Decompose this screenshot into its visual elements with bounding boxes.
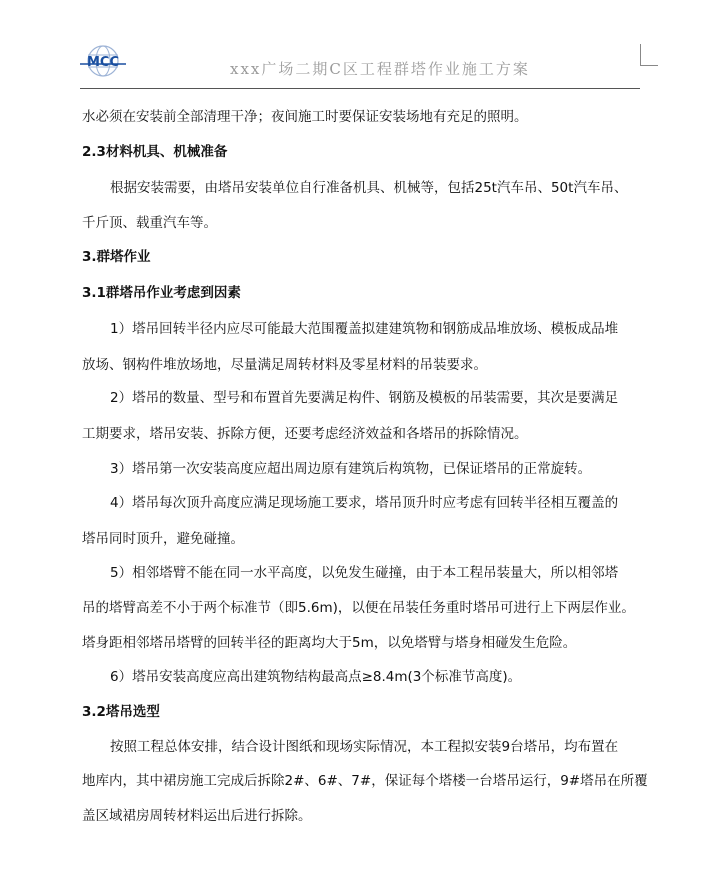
body-line: 千斤顶、载重汽车等。 [82, 215, 217, 231]
body-line: 根据安装需要，由塔吊安装单位自行准备机具、机械等，包括25t汽车吊、50t汽车吊、 [110, 180, 628, 196]
header-rule [80, 88, 640, 89]
body-line: 按照工程总体安排，结合设计图纸和现场实际情况，本工程拟安装9台塔吊，均布置在 [110, 739, 619, 755]
body-line: 工期要求，塔吊安装、拆除方便，还要考虑经济效益和各塔吊的拆除情况。 [82, 426, 528, 442]
body-line: 5）相邻塔臂不能在同一水平高度，以免发生碰撞，由于本工程吊装量大，所以相邻塔 [110, 565, 619, 581]
section-heading: 2.3材料机具、机械准备 [82, 144, 228, 160]
mcc-logo-icon [80, 44, 126, 78]
body-line: 3）塔吊第一次安装高度应超出周边原有建筑后构筑物，已保证塔吊的正常旋转。 [110, 461, 592, 477]
section-heading: 3.群塔作业 [82, 249, 151, 265]
body-line: 6）塔吊安装高度应高出建筑物结构最高点≥8.4m(3个标准节高度)。 [110, 669, 522, 685]
logo-text: MCC [86, 55, 120, 70]
body-line: 1）塔吊回转半径内应尽可能最大范围覆盖拟建建筑物和钢筋成品堆放场、模板成品堆 [110, 321, 619, 337]
corner-crop-mark [640, 44, 658, 66]
body-line: 2）塔吊的数量、型号和布置首先要满足构件、钢筋及模板的吊装需要，其次是要满足 [110, 390, 619, 406]
body-line: 盖区域裙房周转材料运出后进行拆除。 [82, 808, 312, 824]
section-heading: 3.1群塔吊作业考虑到因素 [82, 285, 241, 301]
body-line: 地库内，其中裙房施工完成后拆除2#、6#、7#，保证每个塔楼一台塔吊运行，9#塔吊在所覆 [82, 773, 648, 789]
body-line: 放场、钢构件堆放场地，尽量满足周转材料及零星材料的吊装要求。 [82, 357, 487, 373]
body-line: 吊的塔臂高差不小于两个标准节（即5.6m)，以便在吊装任务重时塔吊可进行上下两层作业。 [82, 600, 635, 616]
section-heading: 3.2塔吊选型 [82, 704, 160, 720]
body-line: 塔身距相邻塔吊塔臂的回转半径的距离均大于5m，以免塔臂与塔身相碰发生危险。 [82, 635, 577, 651]
body-line: 水必须在安装前全部清理干净；夜间施工时要保证安装场地有充足的照明。 [82, 109, 528, 125]
header-title: xxx广场二期C区工程群塔作业施工方案 [230, 60, 530, 78]
body-line: 4）塔吊每次顶升高度应满足现场施工要求，塔吊顶升时应考虑有回转半径相互覆盖的 [110, 495, 619, 511]
body-line: 塔吊同时顶升，避免碰撞。 [82, 531, 244, 547]
